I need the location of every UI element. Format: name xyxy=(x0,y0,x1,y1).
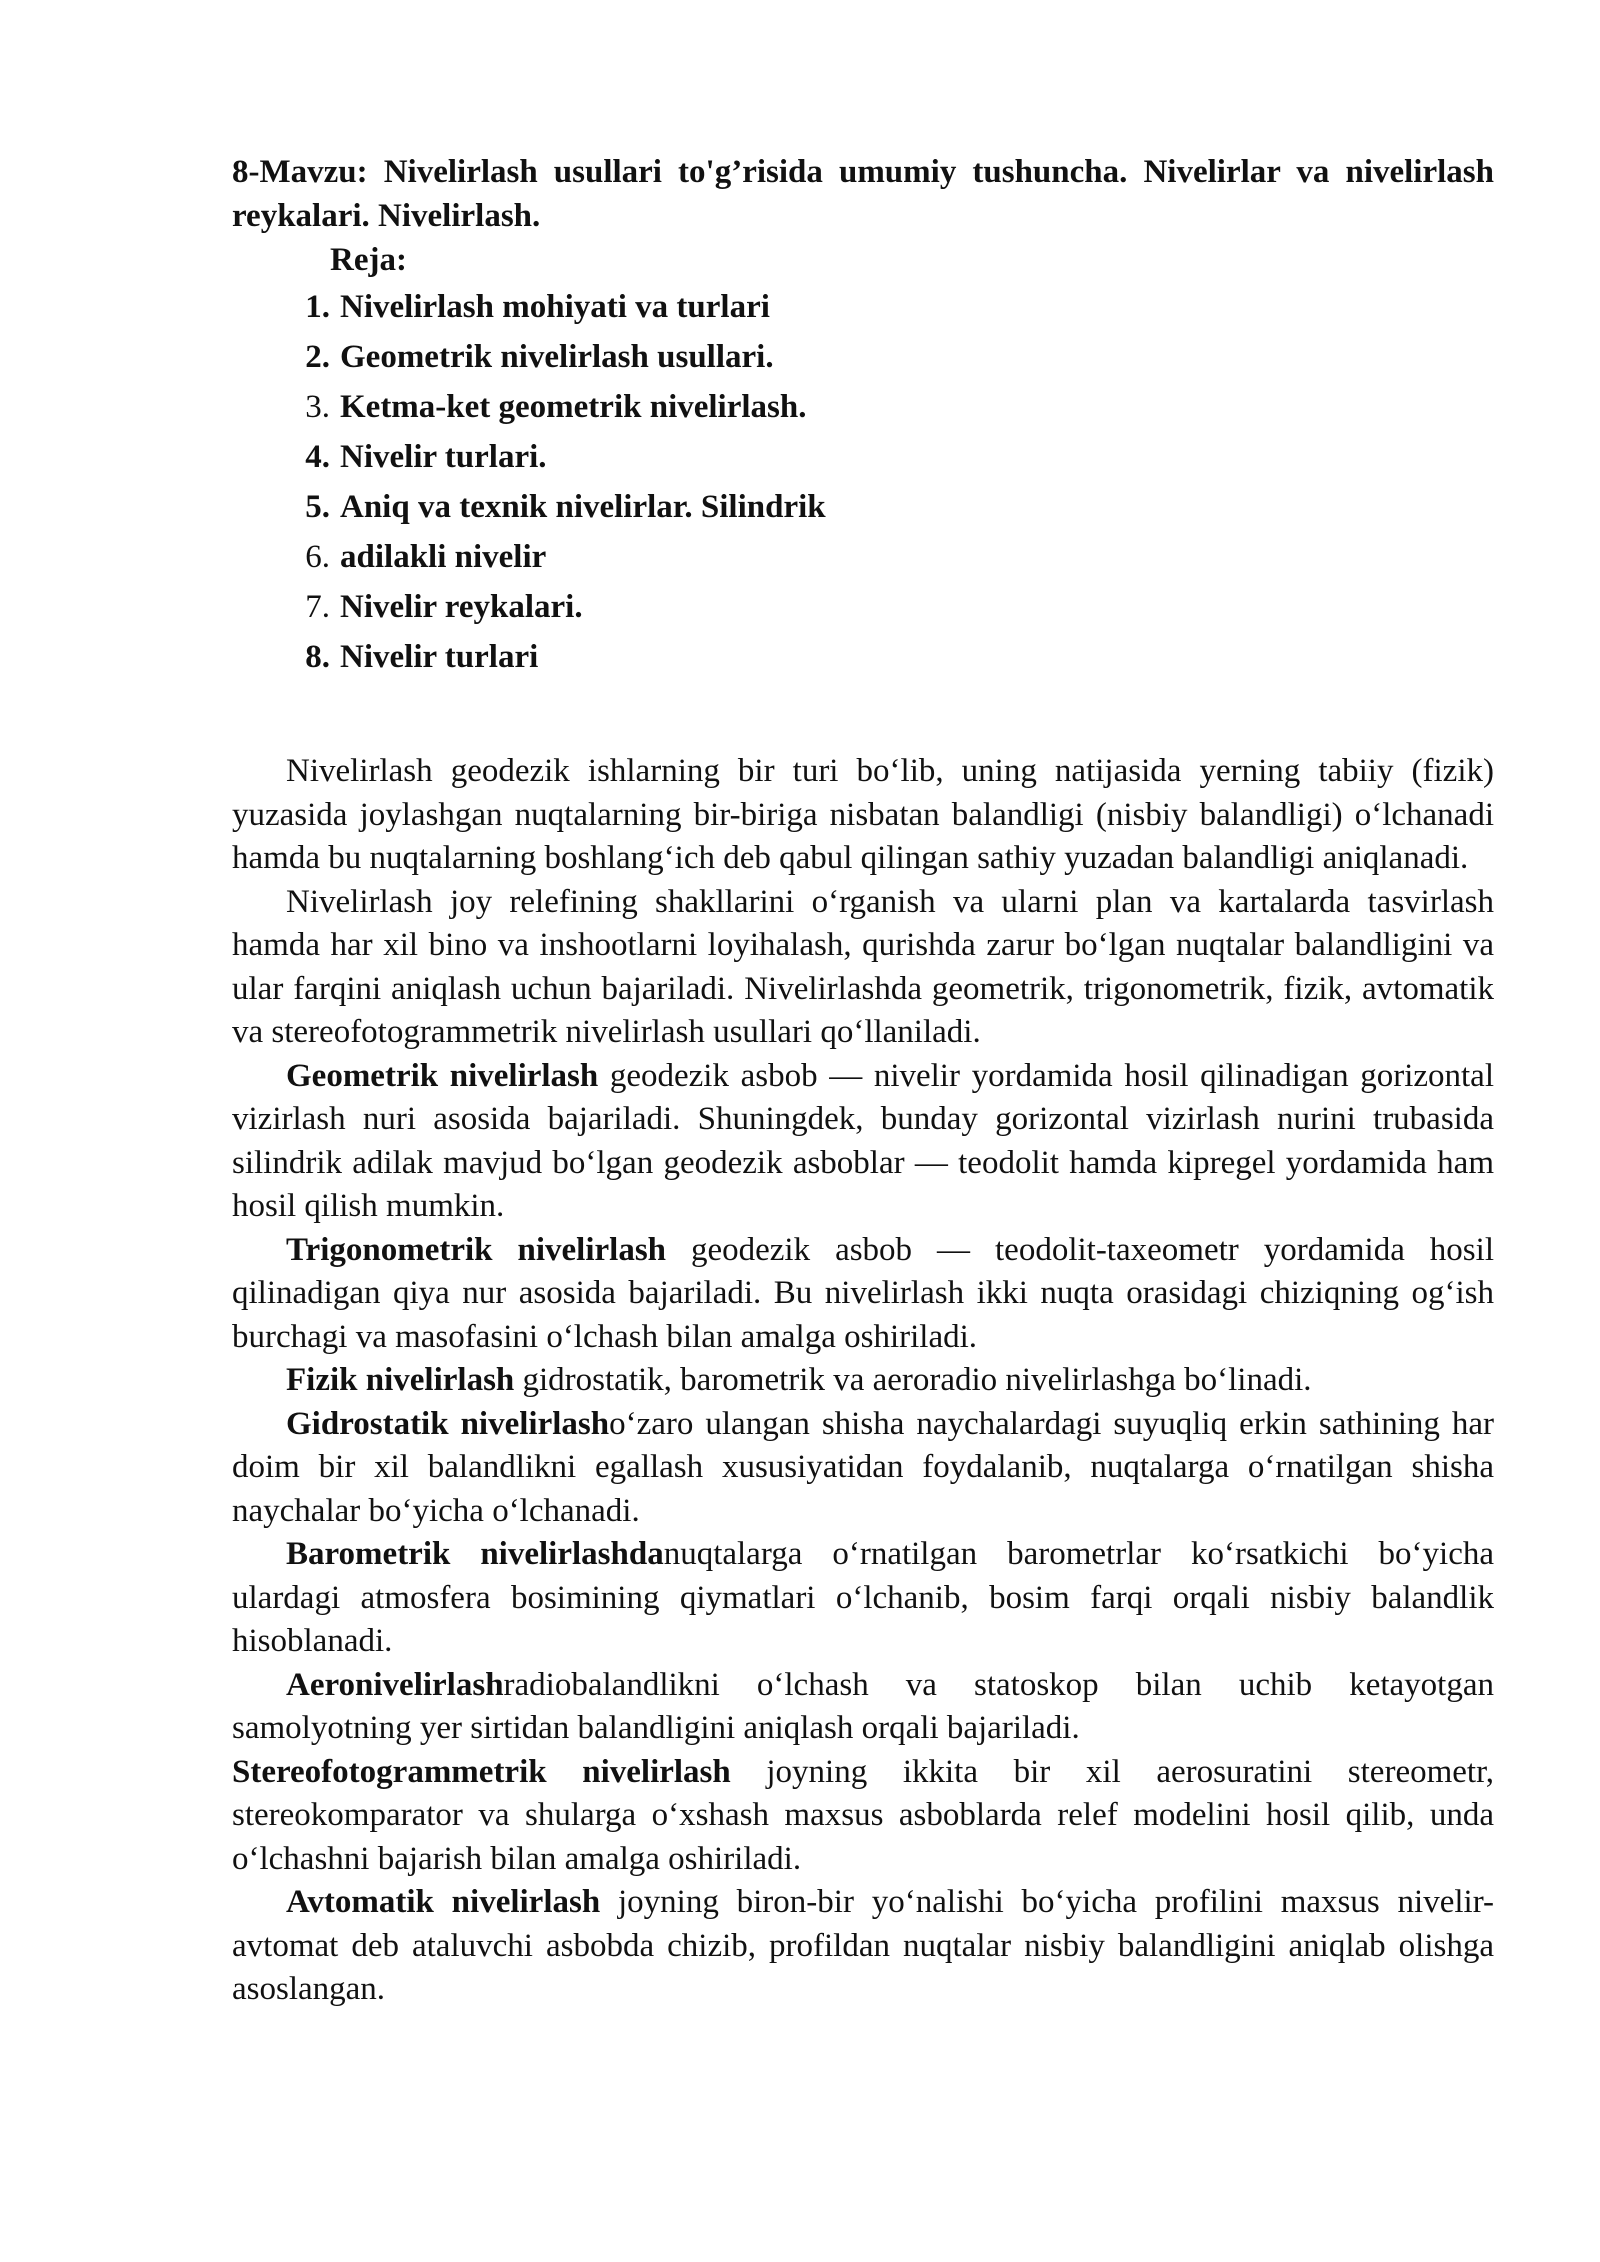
paragraph-text: joyning ikkita bir xil aerosuratini stereometr, stereokomparator va shularga o‘xshash maxsus asboblarda relef modelini hosil qilib, unda o‘lchashni bajarish bilan amalga oshiriladi. xyxy=(232,1753,1494,1877)
plan-item-number: 3. xyxy=(305,389,330,425)
plan-item-number: 5. xyxy=(305,489,330,525)
paragraph xyxy=(232,881,1494,1055)
plan-item-text: adilakli nivelir xyxy=(340,539,547,575)
plan-item xyxy=(232,282,1494,332)
plan-item-number: 6. xyxy=(305,539,330,575)
paragraph-term: Geometrik nivelirlash xyxy=(286,1057,599,1094)
plan-item xyxy=(232,432,1494,482)
paragraph xyxy=(232,750,1494,881)
plan-item xyxy=(232,632,1494,682)
paragraph-text: nuqtalarga o‘rnatilgan barometrlar ko‘rsatkichi bo‘yicha ulardagi atmosfera bosimining qiymatlari o‘lchanib, bosim farqi orqali nisbiy balandlik hisoblanadi. xyxy=(232,1536,1495,1659)
plan-item xyxy=(232,382,1494,432)
plan-item xyxy=(232,332,1494,382)
plan-item-number: 1. xyxy=(305,289,330,325)
plan-item-text: Nivelirlash mohiyati va turlari xyxy=(340,289,770,325)
plan-item-number: 4. xyxy=(305,439,330,475)
paragraph-text: radiobalandlikni o‘lchash va statoskop bilan uchib ketayotgan samolyotning yer sirtidan balandligini aniqlash orqali bajariladi. xyxy=(232,1666,1494,1746)
plan-item-number: 7. xyxy=(305,589,330,625)
plan-item xyxy=(232,482,1494,532)
paragraph-text: joyning biron-bir yo‘nalishi bo‘yicha profilini maxsus nivelir-avtomat deb ataluvchi asbobda chizib, profildan nuqtalar nisbiy balandligini aniqlab olishga asoslangan. xyxy=(232,1884,1495,2007)
plan-item-text: Ketma-ket geometrik nivelirlash. xyxy=(340,389,807,425)
plan-list xyxy=(232,282,1494,682)
paragraph xyxy=(232,1229,1494,1360)
paragraph xyxy=(232,1055,1494,1229)
paragraph-text: Nivelirlash joy relefining shakllarini o‘rganish va ularni plan va kartalarda tasvirlash hamda har xil bino va inshootlarni loyihalash, qurishda zarur bo‘lgan nuqtalar balandligini va ular farqini aniqlash uchun bajariladi. Nivelirlashda geometrik, trigonometrik, fizik, avtomatik va stereofotogrammetrik nivelirlash usullari qo‘llaniladi. xyxy=(232,883,1494,1050)
plan-item-text: Nivelir turlari. xyxy=(340,439,547,475)
plan-item xyxy=(232,532,1494,582)
paragraph-term: Stereofotogrammetrik nivelirlash xyxy=(232,1753,731,1790)
plan-item-text: Nivelir reykalari. xyxy=(340,589,583,625)
paragraph-term: Fizik nivelirlash xyxy=(286,1362,515,1398)
paragraph-term: Avtomatik nivelirlash xyxy=(286,1884,601,1920)
plan-item-text: Aniq va texnik nivelirlar. Silindrik xyxy=(340,489,826,525)
paragraph-term: Barometrik nivelirlashda xyxy=(286,1536,664,1572)
plan-item-number: 2. xyxy=(305,339,330,375)
paragraph xyxy=(232,1359,1494,1403)
document-page xyxy=(232,150,1494,2012)
plan-item xyxy=(232,582,1494,632)
plan-item-text: Nivelir turlari xyxy=(340,639,539,675)
paragraph xyxy=(232,1403,1494,1534)
plan-item-number: 8. xyxy=(305,639,330,675)
paragraph-term: Aeronivelirlash xyxy=(286,1666,504,1703)
paragraph-term: Trigonometrik nivelirlash xyxy=(286,1231,667,1268)
paragraph xyxy=(232,1751,1494,1882)
document-body xyxy=(232,750,1494,2012)
paragraph-text: o‘zaro ulangan shisha naychalardagi suyuqliq erkin sathining har doim bir xil balandlikni egallash xususiyatidan foydalanib, nuqtalarga o‘rnatilgan shisha naychalar bo‘yicha o‘lchanadi. xyxy=(232,1405,1494,1529)
paragraph-text: geodezik asbob — teodolit-taxeometr yordamida hosil qilinadigan qiya nur asosida bajariladi. Bu nivelirlash ikki nuqta orasidagi chiziqning og‘ish burchagi va masofasini o‘lchash bilan amalga oshiriladi. xyxy=(232,1231,1494,1355)
paragraph-text: geodezik asbob — nivelir yordamida hosil qilinadigan gorizontal vizirlash nuri asosida bajariladi. Shuningdek, bunday gorizontal vizirlash nurini trubasida silindrik adilak mavjud bo‘lgan geodezik asboblar — teodolit hamda kipregel yordamida ham hosil qilish mumkin. xyxy=(232,1057,1494,1224)
paragraph-term: Gidrostatik nivelirlash xyxy=(286,1405,610,1442)
paragraph-text: Nivelirlash geodezik ishlarning bir turi bo‘lib, uning natijasida yerning tabiiy (fizik) yuzasida joylashgan nuqtalarning bir-biriga nisbatan balandligi (nisbiy balandligi) o‘lchanadi hamda bu nuqtalarning boshlang‘ich deb qabul qilingan sathiy yuzadan balandligi aniqlanadi. xyxy=(232,753,1494,876)
page-title: 8-Mavzu: Nivelirlash usullari to'g’risida umumiy tushuncha. Nivelirlar va nivelirlash reykalari. Nivelirlash. xyxy=(232,154,1494,234)
plan-heading: Reja: xyxy=(330,242,407,278)
paragraph xyxy=(232,1664,1494,1751)
plan-item-text: Geometrik nivelirlash usullari. xyxy=(340,339,774,375)
paragraph xyxy=(232,1533,1494,1664)
paragraph-text: gidrostatik, barometrik va aeroradio nivelirlashga bo‘linadi. xyxy=(514,1362,1312,1398)
paragraph xyxy=(232,1881,1494,2012)
